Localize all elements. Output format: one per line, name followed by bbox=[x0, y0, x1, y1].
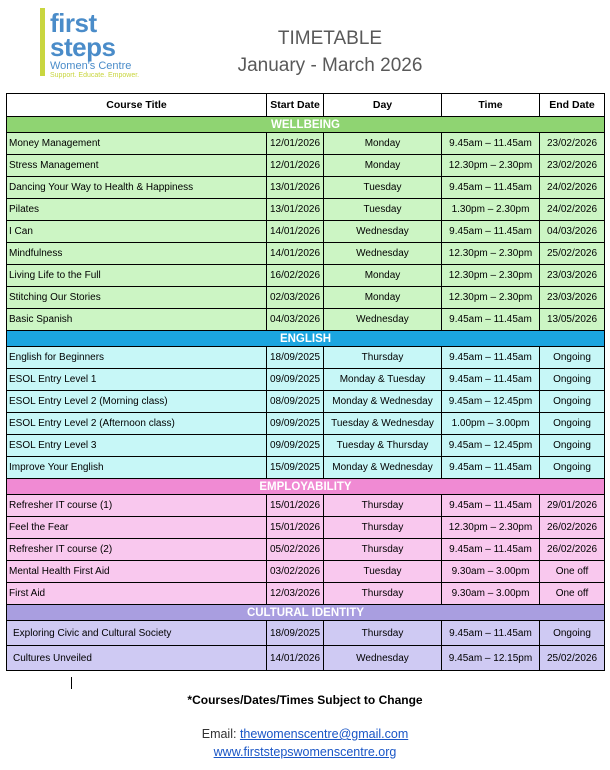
time-cell: 9.45am – 11.45am bbox=[442, 539, 540, 561]
time-cell: 12.30pm – 2.30pm bbox=[442, 243, 540, 265]
section-title: WELLBEING bbox=[7, 117, 605, 133]
table-row bbox=[7, 155, 605, 177]
end-date-cell: 24/02/2026 bbox=[540, 199, 605, 221]
start-date-cell: 12/03/2026 bbox=[267, 583, 324, 605]
course-title-cell: English for Beginners bbox=[7, 347, 267, 369]
table-row bbox=[7, 221, 605, 243]
disclaimer-note: *Courses/Dates/Times Subject to Change bbox=[187, 693, 423, 707]
table-row bbox=[7, 309, 605, 331]
course-title-cell: Living Life to the Full bbox=[7, 265, 267, 287]
logo bbox=[40, 8, 170, 78]
day-cell: Thursday bbox=[324, 583, 442, 605]
col-header-course: Course Title bbox=[7, 94, 267, 117]
day-cell: Tuesday bbox=[324, 199, 442, 221]
time-cell: 9.45am – 11.45am bbox=[442, 133, 540, 155]
time-cell: 9.45am – 11.45am bbox=[442, 369, 540, 391]
end-date-cell: Ongoing bbox=[540, 391, 605, 413]
end-date-cell: Ongoing bbox=[540, 435, 605, 457]
course-title-cell: Cultures Unveiled bbox=[7, 646, 267, 671]
table-row bbox=[7, 621, 605, 646]
end-date-cell: 25/02/2026 bbox=[540, 646, 605, 671]
end-date-cell: One off bbox=[540, 561, 605, 583]
table-row bbox=[7, 265, 605, 287]
table-row bbox=[7, 561, 605, 583]
course-title-cell: Refresher IT course (2) bbox=[7, 539, 267, 561]
day-cell: Monday & Tuesday bbox=[324, 369, 442, 391]
end-date-cell: Ongoing bbox=[540, 457, 605, 479]
start-date-cell: 02/03/2026 bbox=[267, 287, 324, 309]
time-cell: 12.30pm – 2.30pm bbox=[442, 265, 540, 287]
start-date-cell: 15/09/2025 bbox=[267, 457, 324, 479]
end-date-cell: 23/03/2026 bbox=[540, 287, 605, 309]
course-title-cell: Money Management bbox=[7, 133, 267, 155]
day-cell: Monday bbox=[324, 155, 442, 177]
day-cell: Tuesday bbox=[324, 177, 442, 199]
start-date-cell: 14/01/2026 bbox=[267, 221, 324, 243]
course-title-cell: ESOL Entry Level 2 (Morning class) bbox=[7, 391, 267, 413]
table-row bbox=[7, 133, 605, 155]
time-cell: 9.45am – 11.45am bbox=[442, 495, 540, 517]
course-title-cell: Stress Management bbox=[7, 155, 267, 177]
end-date-cell: Ongoing bbox=[540, 413, 605, 435]
table-row bbox=[7, 243, 605, 265]
timetable bbox=[6, 93, 605, 671]
time-cell: 12.30pm – 2.30pm bbox=[442, 517, 540, 539]
logo-line3: Women's Centre bbox=[50, 60, 132, 72]
time-cell: 9.30am – 3.00pm bbox=[442, 561, 540, 583]
end-date-cell: Ongoing bbox=[540, 347, 605, 369]
course-title-cell: ESOL Entry Level 2 (Afternoon class) bbox=[7, 413, 267, 435]
time-cell: 12.30pm – 2.30pm bbox=[442, 155, 540, 177]
start-date-cell: 09/09/2025 bbox=[267, 369, 324, 391]
course-title-cell: I Can bbox=[7, 221, 267, 243]
time-cell: 1.00pm – 3.00pm bbox=[442, 413, 540, 435]
start-date-cell: 12/01/2026 bbox=[267, 133, 324, 155]
table-row bbox=[7, 646, 605, 671]
course-title-cell: ESOL Entry Level 3 bbox=[7, 435, 267, 457]
course-title-cell: Mental Health First Aid bbox=[7, 561, 267, 583]
time-cell: 9.45am – 11.45am bbox=[442, 457, 540, 479]
day-cell: Monday bbox=[324, 133, 442, 155]
section-title: EMPLOYABILITY bbox=[7, 479, 605, 495]
table-row bbox=[7, 287, 605, 309]
day-cell: Thursday bbox=[324, 621, 442, 646]
start-date-cell: 05/02/2026 bbox=[267, 539, 324, 561]
start-date-cell: 14/01/2026 bbox=[267, 243, 324, 265]
time-cell: 9.45am – 11.45am bbox=[442, 347, 540, 369]
start-date-cell: 03/02/2026 bbox=[267, 561, 324, 583]
section-title: ENGLISH bbox=[7, 331, 605, 347]
col-header-start: Start Date bbox=[267, 94, 324, 117]
section-title: CULTURAL IDENTITY bbox=[7, 605, 605, 621]
day-cell: Tuesday & Wednesday bbox=[324, 413, 442, 435]
end-date-cell: Ongoing bbox=[540, 369, 605, 391]
course-title-cell: Pilates bbox=[7, 199, 267, 221]
start-date-cell: 09/09/2025 bbox=[267, 413, 324, 435]
end-date-cell: 26/02/2026 bbox=[540, 539, 605, 561]
day-cell: Monday & Wednesday bbox=[324, 457, 442, 479]
course-title-cell: Improve Your English bbox=[7, 457, 267, 479]
course-title-cell: First Aid bbox=[7, 583, 267, 605]
day-cell: Thursday bbox=[324, 495, 442, 517]
table-row bbox=[7, 177, 605, 199]
start-date-cell: 08/09/2025 bbox=[267, 391, 324, 413]
end-date-cell: 04/03/2026 bbox=[540, 221, 605, 243]
table-row bbox=[7, 435, 605, 457]
time-cell: 9.45am – 11.45am bbox=[442, 621, 540, 646]
table-row bbox=[7, 457, 605, 479]
day-cell: Wednesday bbox=[324, 646, 442, 671]
section-header-em bbox=[7, 479, 605, 495]
end-date-cell: 29/01/2026 bbox=[540, 495, 605, 517]
day-cell: Tuesday & Thursday bbox=[324, 435, 442, 457]
website-line bbox=[0, 745, 610, 759]
section-header-en bbox=[7, 331, 605, 347]
table-row bbox=[7, 517, 605, 539]
end-date-cell: One off bbox=[540, 583, 605, 605]
start-date-cell: 14/01/2026 bbox=[267, 646, 324, 671]
website-link[interactable]: www.firststepswomenscentre.org bbox=[213, 745, 397, 759]
time-cell: 12.30pm – 2.30pm bbox=[442, 287, 540, 309]
table-row bbox=[7, 495, 605, 517]
end-date-cell: 24/02/2026 bbox=[540, 177, 605, 199]
table-row bbox=[7, 583, 605, 605]
day-cell: Monday bbox=[324, 287, 442, 309]
email-line bbox=[0, 727, 610, 741]
end-date-cell: Ongoing bbox=[540, 621, 605, 646]
time-cell: 1.30pm – 2.30pm bbox=[442, 199, 540, 221]
table-row bbox=[7, 539, 605, 561]
time-cell: 9.45am – 11.45am bbox=[442, 177, 540, 199]
logo-tagline: Support. Educate. Empower. bbox=[50, 72, 140, 79]
table-row bbox=[7, 199, 605, 221]
day-cell: Tuesday bbox=[324, 561, 442, 583]
day-cell: Monday bbox=[324, 265, 442, 287]
course-title-cell: Basic Spanish bbox=[7, 309, 267, 331]
start-date-cell: 18/09/2025 bbox=[267, 347, 324, 369]
day-cell: Thursday bbox=[324, 539, 442, 561]
time-cell: 9.45am – 12.45pm bbox=[442, 435, 540, 457]
start-date-cell: 12/01/2026 bbox=[267, 155, 324, 177]
logo-bar bbox=[40, 8, 45, 76]
start-date-cell: 13/01/2026 bbox=[267, 177, 324, 199]
course-title-cell: Refresher IT course (1) bbox=[7, 495, 267, 517]
course-title-cell: Mindfulness bbox=[7, 243, 267, 265]
start-date-cell: 15/01/2026 bbox=[267, 495, 324, 517]
start-date-cell: 15/01/2026 bbox=[267, 517, 324, 539]
table-row bbox=[7, 391, 605, 413]
day-cell: Wednesday bbox=[324, 221, 442, 243]
time-cell: 9.45am – 12.45pm bbox=[442, 391, 540, 413]
text-cursor bbox=[71, 677, 72, 689]
table-row bbox=[7, 369, 605, 391]
end-date-cell: 23/03/2026 bbox=[540, 265, 605, 287]
end-date-cell: 13/05/2026 bbox=[540, 309, 605, 331]
col-header-time: Time bbox=[442, 94, 540, 117]
time-cell: 9.30am – 3.00pm bbox=[442, 583, 540, 605]
course-title-cell: Dancing Your Way to Health & Happiness bbox=[7, 177, 267, 199]
course-title-cell: ESOL Entry Level 1 bbox=[7, 369, 267, 391]
col-header-day: Day bbox=[324, 94, 442, 117]
table-row bbox=[7, 347, 605, 369]
course-title-cell: Exploring Civic and Cultural Society bbox=[7, 621, 267, 646]
table-row bbox=[7, 413, 605, 435]
time-cell: 9.45am – 12.15pm bbox=[442, 646, 540, 671]
col-header-end: End Date bbox=[540, 94, 605, 117]
day-cell: Wednesday bbox=[324, 243, 442, 265]
end-date-cell: 23/02/2026 bbox=[540, 155, 605, 177]
email-label: Email: bbox=[201, 727, 240, 741]
logo-line2: steps bbox=[50, 32, 116, 62]
start-date-cell: 13/01/2026 bbox=[267, 199, 324, 221]
time-cell: 9.45am – 11.45am bbox=[442, 309, 540, 331]
section-header-cu bbox=[7, 605, 605, 621]
header-row bbox=[7, 94, 605, 117]
end-date-cell: 26/02/2026 bbox=[540, 517, 605, 539]
start-date-cell: 18/09/2025 bbox=[267, 621, 324, 646]
start-date-cell: 09/09/2025 bbox=[267, 435, 324, 457]
page-title: TIMETABLE bbox=[277, 28, 383, 49]
timetable-body bbox=[7, 117, 605, 671]
start-date-cell: 16/02/2026 bbox=[267, 265, 324, 287]
email-link[interactable]: thewomenscentre@gmail.com bbox=[239, 727, 409, 741]
end-date-cell: 25/02/2026 bbox=[540, 243, 605, 265]
end-date-cell: 23/02/2026 bbox=[540, 133, 605, 155]
day-cell: Wednesday bbox=[324, 309, 442, 331]
logo-line1: first bbox=[50, 8, 97, 38]
page-subtitle: January - March 2026 bbox=[237, 55, 423, 76]
course-title-cell: Stitching Our Stories bbox=[7, 287, 267, 309]
day-cell: Thursday bbox=[324, 517, 442, 539]
day-cell: Monday & Wednesday bbox=[324, 391, 442, 413]
course-title-cell: Feel the Fear bbox=[7, 517, 267, 539]
time-cell: 9.45am – 11.45am bbox=[442, 221, 540, 243]
section-header-wb bbox=[7, 117, 605, 133]
day-cell: Thursday bbox=[324, 347, 442, 369]
start-date-cell: 04/03/2026 bbox=[267, 309, 324, 331]
